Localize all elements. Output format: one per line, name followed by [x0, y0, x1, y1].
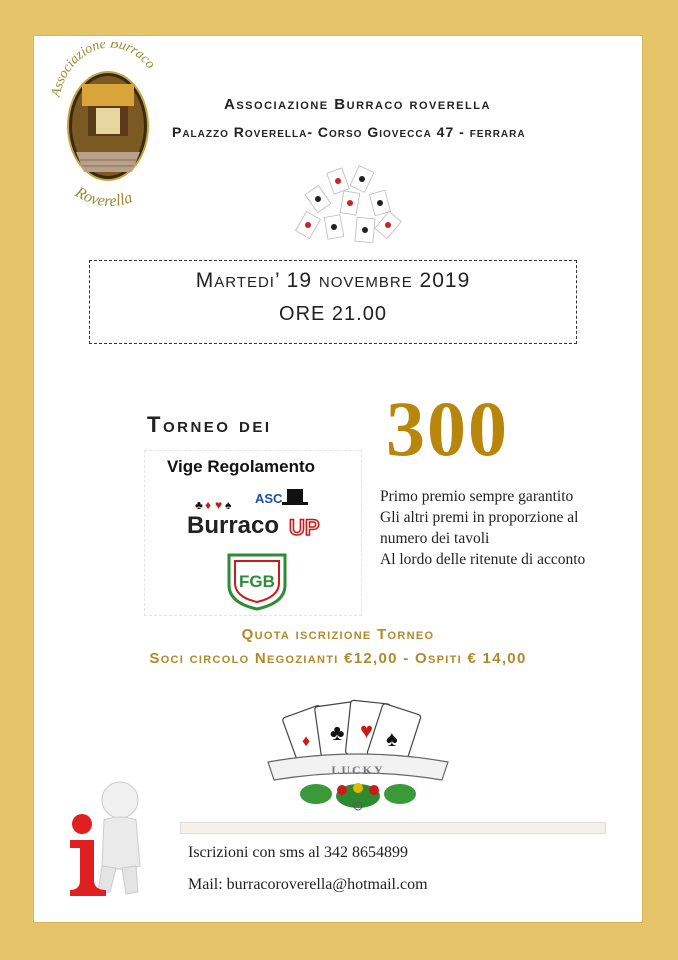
prize-line: Gli altri premi in proporzione al [380, 509, 579, 526]
contact-divider-bar [180, 822, 606, 834]
asc-logo-text: ASC [255, 491, 283, 506]
svg-text:♠: ♠ [386, 726, 398, 751]
info-person-icon [64, 776, 154, 898]
logo-top-text: ssociazione Burraco [52, 42, 158, 91]
prize-description [380, 486, 640, 570]
fee-details: Soci circolo Negozianti €12,00 - Ospiti € 14,00 [149, 650, 527, 667]
fgb-logo [225, 551, 289, 611]
prize-line: Al lordo delle ritenute di acconto [380, 551, 586, 568]
burraco-logo-text: Burraco [187, 512, 280, 539]
contact-mail: Mail: burracoroverella@hotmail.com [188, 876, 428, 893]
logo-bottom-text: Roverella [72, 183, 135, 211]
association-address: Palazzo Roverella- Corso Giovecca 47 - ferrara [172, 124, 526, 140]
prize-line: numero dei tavoli [380, 530, 490, 547]
prize-line: Primo premio sempre garantito [380, 488, 574, 505]
date-box [89, 260, 577, 344]
svg-text:♥: ♥ [360, 718, 374, 743]
flyer-page [34, 36, 642, 922]
burraco-logo-suffix: UP [289, 515, 320, 540]
svg-text:Roverella [71, 183, 134, 210]
lucky-banner-text: LUCKY [331, 763, 385, 777]
lucky-cards-image [262, 696, 454, 816]
svg-text:♠: ♠ [225, 498, 232, 512]
burraco-up-logo [185, 487, 335, 545]
regulation-box [144, 450, 362, 616]
svg-text:♣: ♣ [330, 720, 345, 745]
contact-sms: Iscrizioni con sms al 342 8654899 [188, 844, 408, 861]
fgb-logo-text: FGB [239, 572, 275, 591]
svg-text:♥: ♥ [215, 498, 223, 512]
flying-cards-image [290, 164, 406, 246]
association-name: Associazione Burraco roverella [224, 96, 491, 113]
svg-text:♦: ♦ [205, 498, 212, 512]
association-logo [52, 42, 164, 220]
svg-text:♣: ♣ [195, 498, 203, 512]
regulation-label: Vige Regolamento [167, 457, 315, 476]
svg-text:♦: ♦ [302, 733, 311, 750]
tournament-amount: 300 [386, 385, 509, 472]
tournament-title: Torneo dei [147, 412, 272, 437]
fee-label: Quota iscrizione Torneo [241, 626, 435, 643]
event-date: Martedi’ 19 novembre 2019 [195, 269, 471, 292]
event-time: ORE 21.00 [279, 303, 387, 325]
